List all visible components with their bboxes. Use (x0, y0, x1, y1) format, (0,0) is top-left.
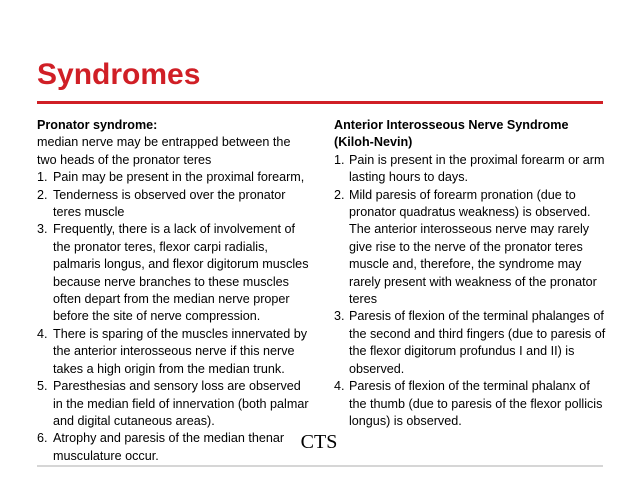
list-item (334, 378, 609, 430)
list-item-text: Paresis of flexion of the terminal phalanges of the second and third fingers (due to paresis of the flexor digitorum profundus I and II) is observed. (349, 309, 606, 376)
anterior-interosseous-column (334, 117, 609, 430)
list-item-text: Mild paresis of forearm pronation (due to pronator quadratus weakness) is observed. The anterior interosseous nerve may rarely give rise to the nerve of the pronator teres muscle and, therefore, the syndrome may rarely present with weakness of the pronator teres (349, 187, 597, 307)
list-item-number: 3. (334, 309, 345, 324)
pronator-syndrome-list (37, 169, 309, 465)
pronator-syndrome-column (37, 117, 309, 465)
list-item (334, 152, 609, 187)
list-item-number: 2. (37, 187, 48, 202)
list-item-text: Paresis of flexion of the terminal phalanx of the thumb (due to paresis of the flexor pollicis longus) is observed. (349, 379, 603, 428)
bottom-divider (37, 465, 603, 467)
list-item-number: 1. (37, 170, 48, 185)
list-item-number: 3. (37, 222, 48, 237)
pronator-syndrome-heading: Pronator syndrome: (37, 118, 158, 132)
slide-title: Syndromes (37, 58, 201, 91)
list-item-text: Pain is present in the proximal forearm or arm lasting hours to days. (349, 152, 605, 185)
list-item-text: Frequently, there is a lack of involvement of the pronator teres, flexor carpi radialis, palmaris longus, and flexor digitorum muscles because nerve branches to these muscles often depart from the median nerve proper before the site of nerve compression. (53, 222, 309, 324)
list-item-number: 4. (37, 326, 48, 341)
list-item-text: Tenderness is observed over the pronator teres muscle (53, 187, 286, 220)
list-item-number: 2. (334, 187, 345, 202)
list-item (37, 378, 309, 430)
list-item (37, 187, 309, 222)
list-item-number: 5. (37, 379, 48, 394)
footer-label: CTS (300, 431, 338, 453)
list-item (37, 221, 309, 325)
list-item-number: 1. (334, 152, 345, 167)
list-item-number: 4. (334, 379, 345, 394)
list-item (334, 187, 609, 309)
anterior-interosseous-heading: Anterior Interosseous Nerve Syndrome (Kiloh-Nevin) (334, 118, 569, 150)
list-item (37, 169, 309, 186)
pronator-syndrome-intro: median nerve may be entrapped between the two heads of the pronator teres (37, 135, 291, 167)
list-item-text: Paresthesias and sensory loss are observed in the median field of innervation (both palmar and digital cutaneous areas). (53, 379, 309, 428)
anterior-interosseous-list (334, 152, 609, 431)
title-underline (37, 101, 603, 104)
list-item-number: 6. (37, 431, 48, 446)
list-item-text: Pain may be present in the proximal forearm, (53, 170, 305, 185)
list-item-text: Atrophy and paresis of the median thenar musculature occur. (53, 431, 285, 463)
list-item-text: There is sparing of the muscles innervated by the anterior interosseous nerve if this nerve takes a high origin from the median trunk. (53, 326, 308, 376)
list-item (334, 308, 609, 378)
list-item (37, 326, 309, 378)
